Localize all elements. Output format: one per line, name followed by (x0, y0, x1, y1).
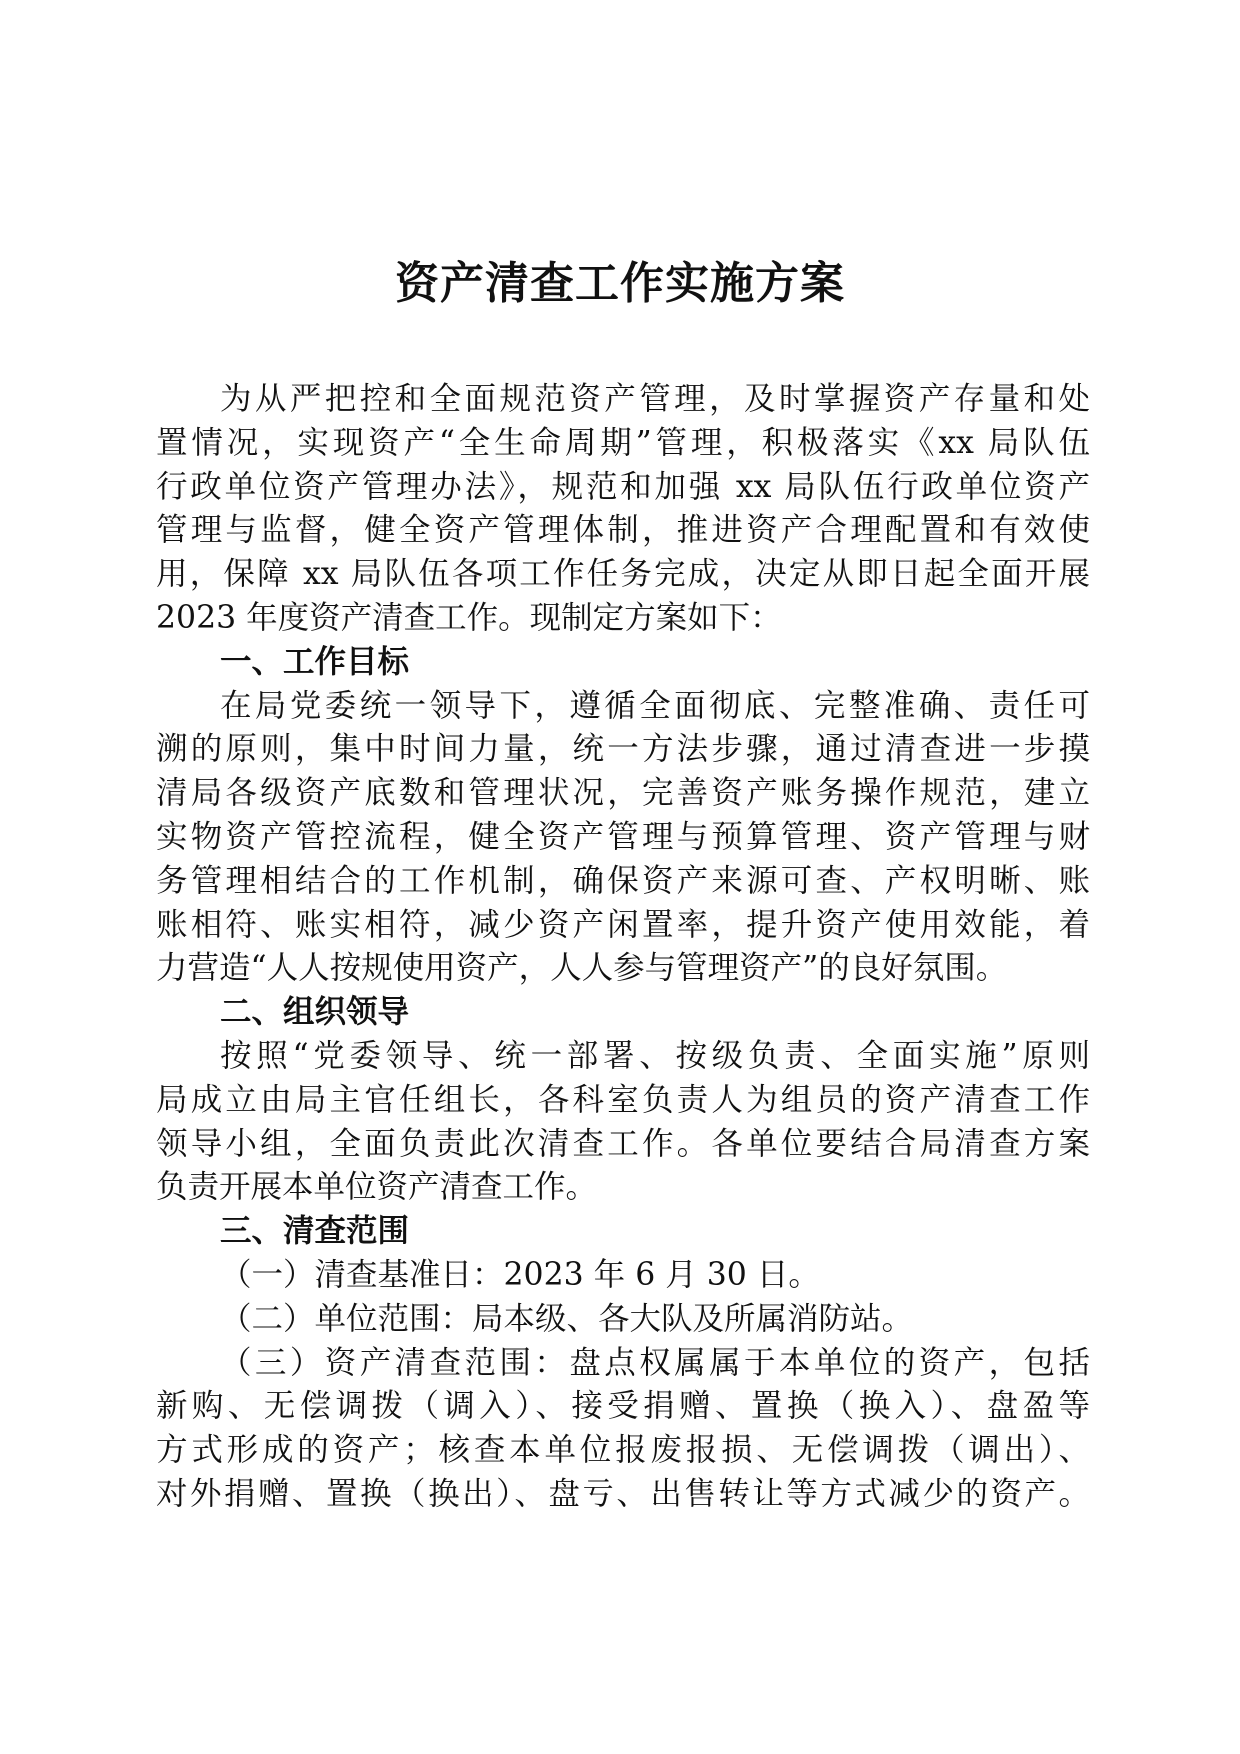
paragraph-line: 行政单位资产管理办法》，规范和加强 xx 局队伍行政单位资产 (156, 468, 1090, 505)
paragraph-line: 按照“党委领导、统一部署、按级负责、全面实施”原则 (220, 1037, 1090, 1074)
paragraph-line: 在局党委统一领导下，遵循全面彻底、完整准确、责任可 (220, 687, 1090, 724)
document-body (156, 378, 1090, 1517)
paragraph-line: 领导小组，全面负责此次清查工作。各单位要结合局清查方案 (156, 1125, 1090, 1162)
paragraph-line: 局成立由局主官任组长，各科室负责人为组员的资产清查工作 (156, 1081, 1090, 1118)
paragraph-line: 对外捐赠、置换（换出）、盘亏、出售转让等方式减少的资产。 (156, 1475, 1090, 1512)
paragraph-line: 账相符、账实相符，减少资产闲置率，提升资产使用效能，着 (156, 906, 1090, 943)
section-heading: 二、组织领导 (220, 994, 410, 1031)
paragraph-line: 务管理相结合的工作机制，确保资产来源可查、产权明晰、账 (156, 862, 1090, 899)
paragraph-line: 清局各级资产底数和管理状况，完善资产账务操作规范，建立 (156, 775, 1090, 812)
paragraph-line: 2023 年度资产清查工作。现制定方案如下： (156, 599, 782, 636)
paragraph-line: 新购、无偿调拨（调入）、接受捐赠、置换（换入）、盘盈等 (156, 1388, 1090, 1425)
paragraph-line: 力营造“人人按规使用资产，人人参与管理资产”的良好氛围。 (156, 950, 1008, 987)
paragraph-line: 为从严把控和全面规范资产管理，及时掌握资产存量和处 (220, 381, 1090, 417)
paragraph-line: （三）资产清查范围：盘点权属属于本单位的资产，包括 (220, 1344, 1090, 1381)
paragraph-line: 实物资产管控流程，健全资产管理与预算管理、资产管理与财 (156, 818, 1090, 855)
paragraph-line: 置情况，实现资产“全生命周期”管理，积极落实《xx 局队伍 (156, 424, 1090, 461)
paragraph-line: 负责开展本单位资产清查工作。 (156, 1169, 598, 1206)
list-item: （一）清查基准日：2023 年 6 月 30 日。 (220, 1256, 820, 1293)
section-heading: 一、工作目标 (220, 643, 410, 680)
section-heading: 三、清查范围 (220, 1213, 410, 1250)
paragraph-line: 用，保障 xx 局队伍各项工作任务完成，决定从即日起全面开展 (156, 556, 1090, 593)
paragraph-line: 方式形成的资产；核查本单位报废报损、无偿调拨（调出）、 (156, 1432, 1090, 1469)
paragraph-line: 溯的原则，集中时间力量，统一方法步骤，通过清查进一步摸 (156, 731, 1090, 768)
paragraph-line: 管理与监督，健全资产管理体制，推进资产合理配置和有效使 (156, 512, 1090, 549)
document-title: 资产清查工作实施方案 (395, 258, 845, 309)
list-item: （二）单位范围：局本级、各大队及所属消防站。 (220, 1300, 914, 1337)
